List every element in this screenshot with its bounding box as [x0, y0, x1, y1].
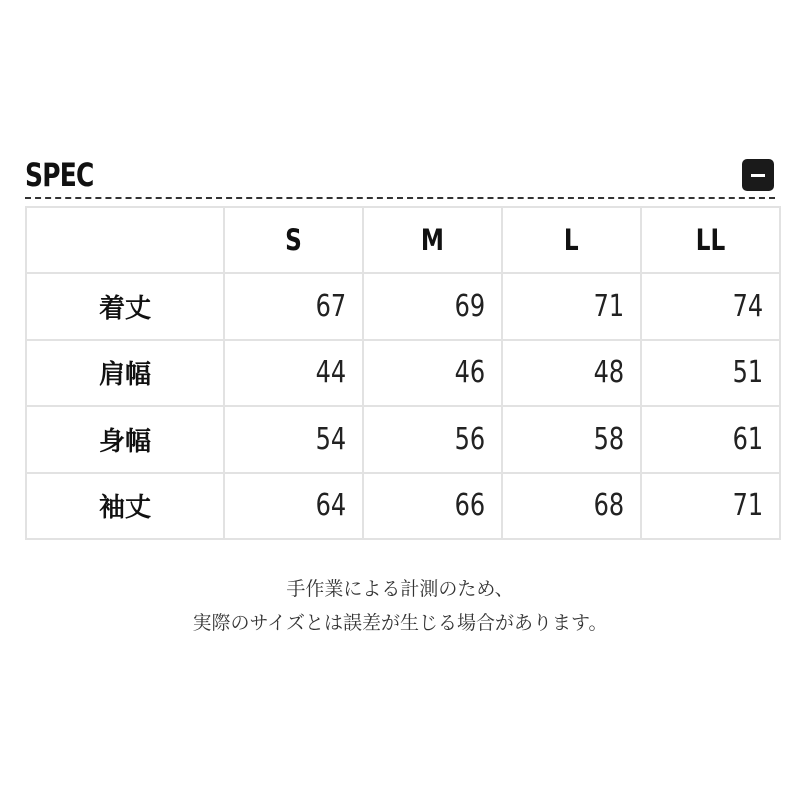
note-line-2: 実際のサイズとは誤差が生じる場合があります。: [192, 612, 608, 634]
table-cell: 58: [502, 406, 641, 472]
table-cell: 71: [502, 273, 641, 339]
row-label: 袖丈: [26, 473, 224, 539]
header-size-m: M: [363, 207, 502, 273]
table-cell: 67: [224, 273, 363, 339]
minus-icon: [751, 174, 765, 177]
table-cell: 51: [641, 340, 780, 406]
table-cell: 44: [224, 340, 363, 406]
table-cell: 46: [363, 340, 502, 406]
table-cell: 74: [641, 273, 780, 339]
spec-header: [25, 150, 775, 198]
table-row: [26, 473, 780, 539]
table-cell: 48: [502, 340, 641, 406]
header-size-ll: LL: [641, 207, 780, 273]
table-cell: 64: [224, 473, 363, 539]
table-cell: 69: [363, 273, 502, 339]
table-row: [26, 406, 780, 472]
dashed-divider: [25, 197, 775, 199]
header-size-s: S: [224, 207, 363, 273]
note-line-1: 手作業による計測のため、: [286, 578, 514, 600]
collapse-button[interactable]: [742, 159, 774, 191]
table-cell: 54: [224, 406, 363, 472]
table-cell: 66: [363, 473, 502, 539]
measurement-note: [0, 572, 800, 640]
table-row: [26, 273, 780, 339]
spec-title: SPEC: [25, 156, 94, 194]
table-header-row: [26, 207, 780, 273]
row-label: 身幅: [26, 406, 224, 472]
table-row: [26, 340, 780, 406]
row-label: 肩幅: [26, 340, 224, 406]
table-cell: 68: [502, 473, 641, 539]
table-cell: 71: [641, 473, 780, 539]
size-table: [25, 206, 781, 540]
table-cell: 61: [641, 406, 780, 472]
header-empty-cell: [26, 207, 224, 273]
header-size-l: L: [502, 207, 641, 273]
row-label: 着丈: [26, 273, 224, 339]
table-cell: 56: [363, 406, 502, 472]
